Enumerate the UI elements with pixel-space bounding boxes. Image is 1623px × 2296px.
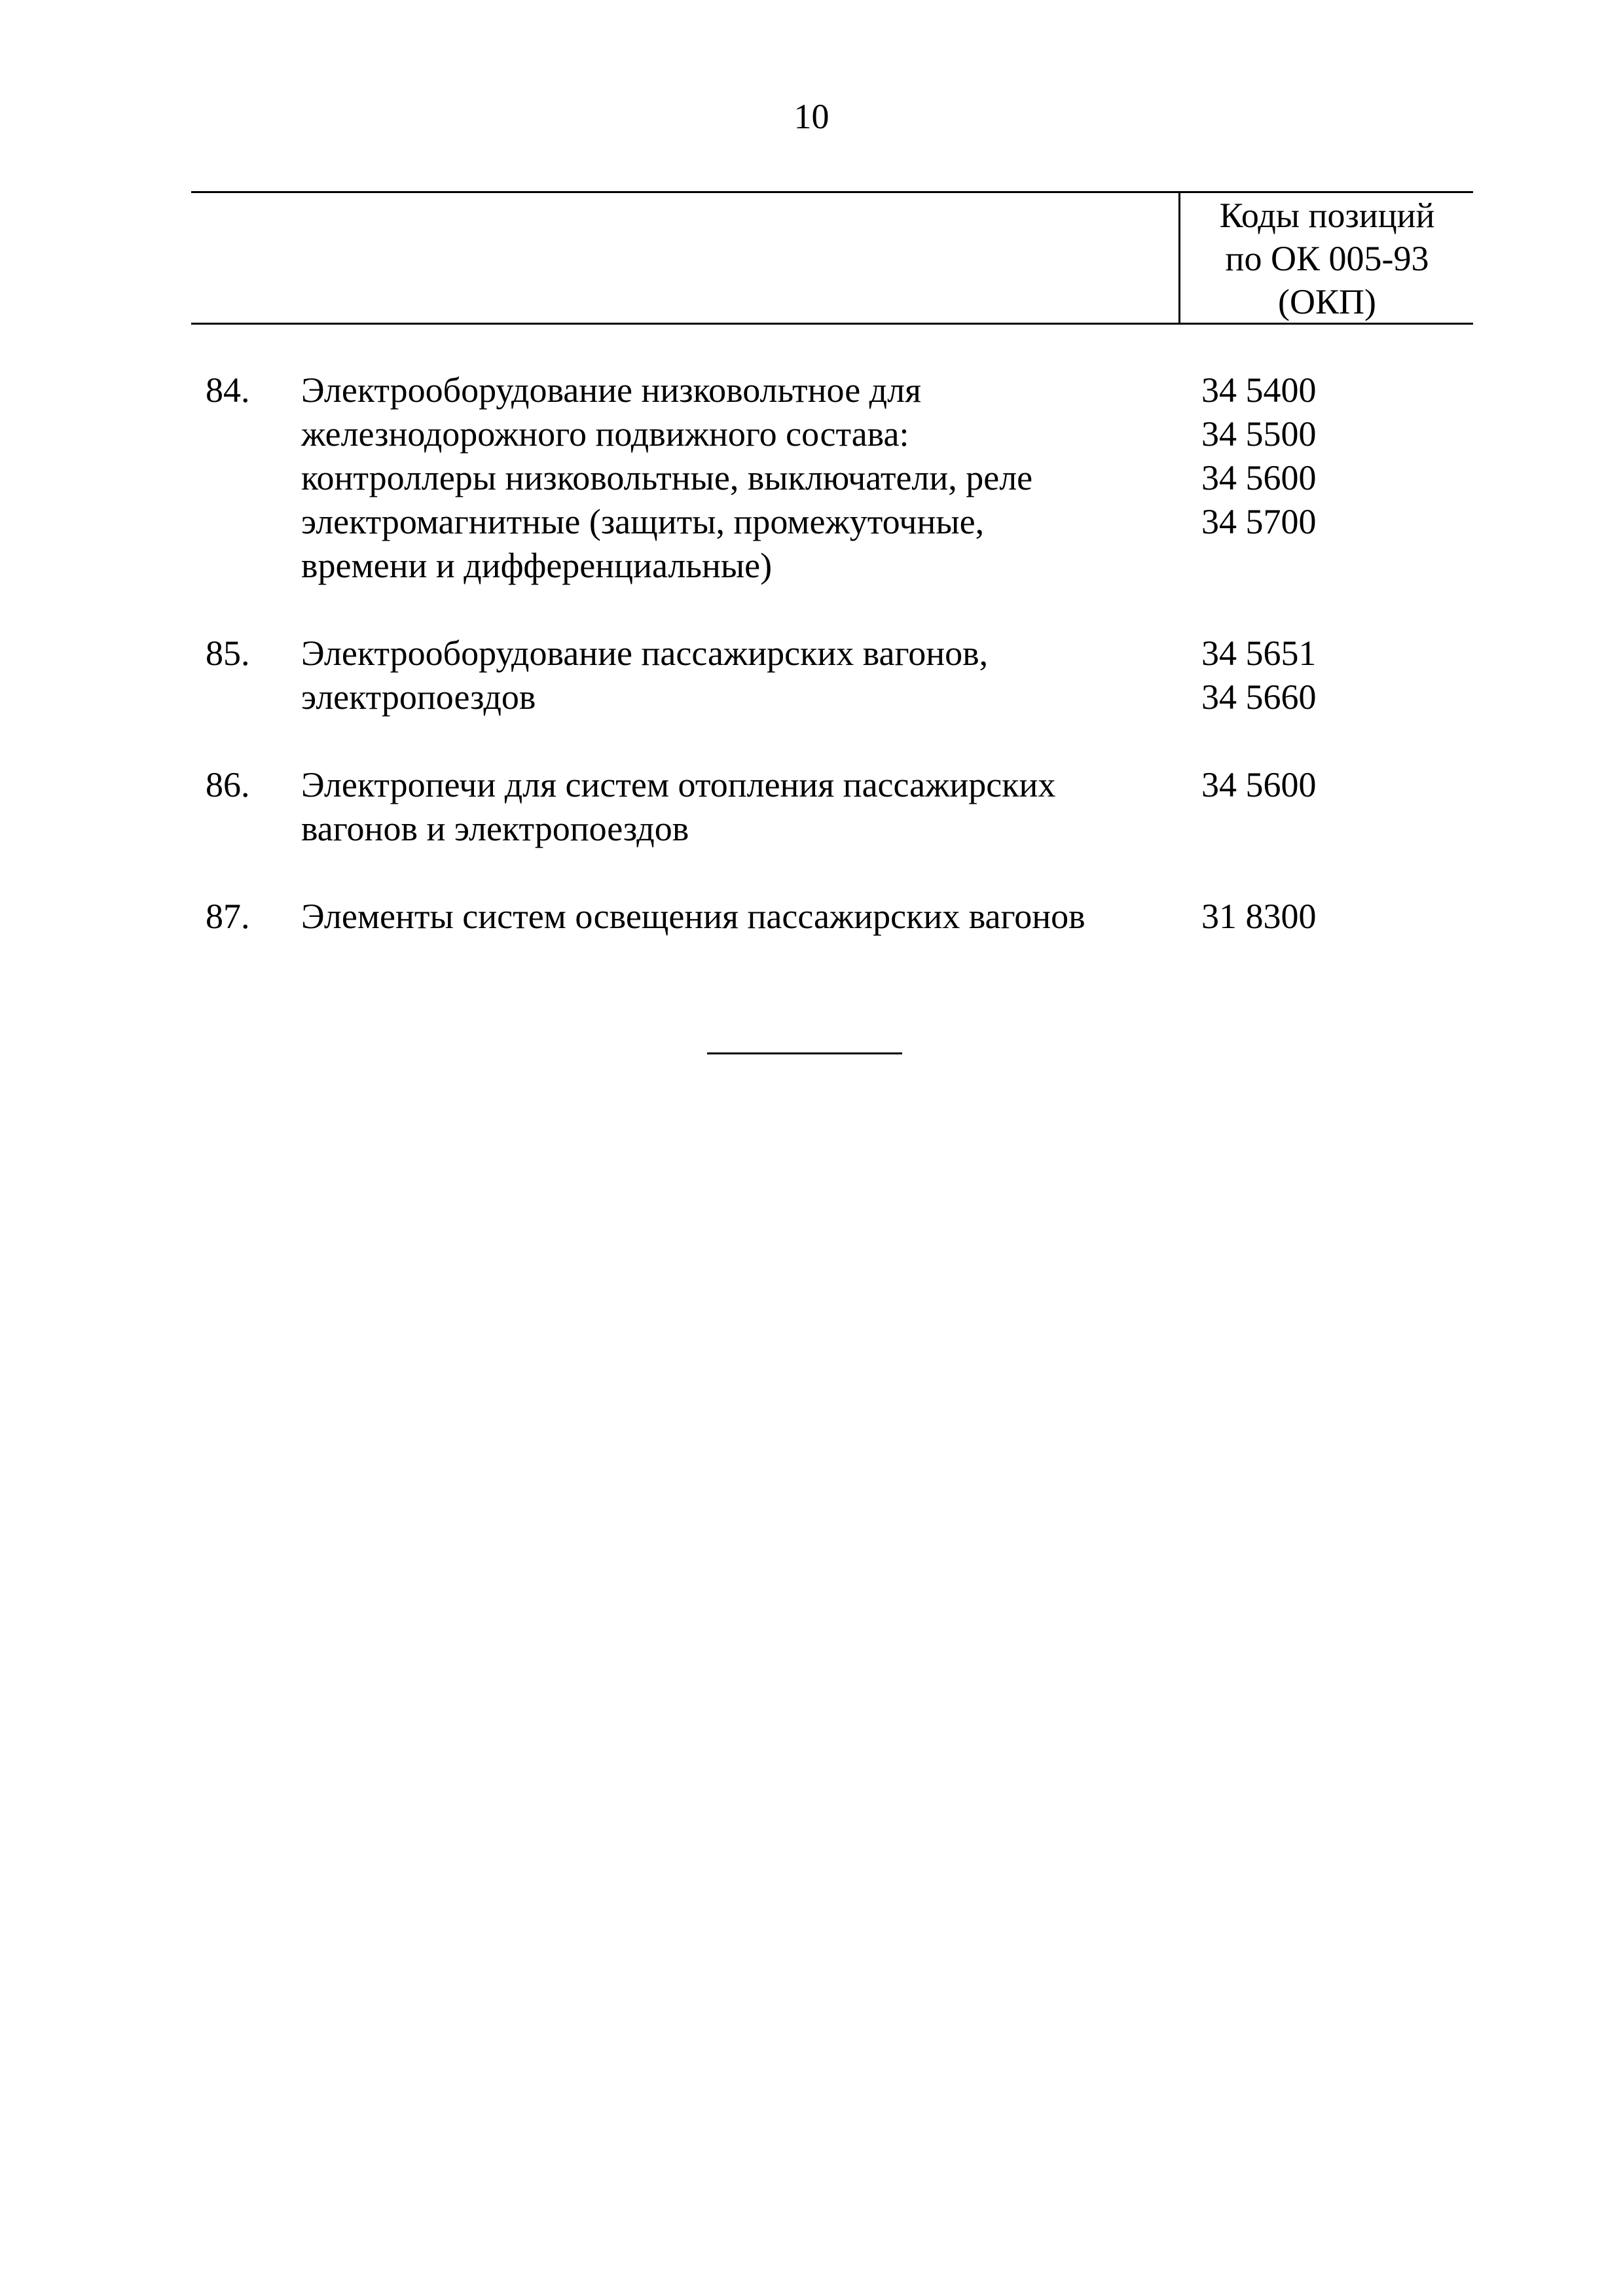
row-codes <box>1201 895 1317 939</box>
row-codes <box>1201 632 1317 719</box>
row-description-line: Электрооборудование низковольтное для <box>301 370 921 410</box>
table-row <box>0 632 1623 719</box>
row-code: 34 5700 <box>1201 502 1317 541</box>
row-description-line: Электропечи для систем отопления пассажирских <box>301 765 1056 804</box>
table-header-top-rule <box>191 191 1473 193</box>
row-code: 34 5600 <box>1201 458 1317 497</box>
row-description-line: Электрооборудование пассажирских вагонов, <box>301 634 989 673</box>
row-description-line: вагонов и электропоездов <box>301 809 689 848</box>
row-code: 34 5660 <box>1201 677 1317 717</box>
page-number: 10 <box>793 97 830 136</box>
row-number: 84. <box>206 370 250 410</box>
row-codes <box>1201 763 1317 807</box>
row-description-line: электропоездов <box>301 677 536 717</box>
table-header-codes <box>1181 194 1473 323</box>
row-description-line: железнодорожного подвижного состава: <box>301 414 909 454</box>
row-number: 85. <box>206 634 250 673</box>
table-header-codes-line: по ОК 005-93 <box>1225 239 1429 278</box>
table-header-codes-line: Коды позиций <box>1219 196 1435 235</box>
row-description <box>301 763 1178 851</box>
table-row <box>0 895 1623 939</box>
row-number: 87. <box>206 897 250 936</box>
row-code: 34 5600 <box>1201 765 1317 804</box>
row-code: 34 5651 <box>1201 634 1317 673</box>
table-header-column-divider <box>1178 191 1180 325</box>
row-description <box>301 632 1178 719</box>
row-number: 86. <box>206 765 250 804</box>
table-body <box>0 368 1623 982</box>
row-description-line: электромагнитные (защиты, промежуточные, <box>301 502 985 541</box>
end-of-document-rule <box>707 1052 902 1054</box>
row-codes <box>1201 368 1317 544</box>
row-code: 31 8300 <box>1201 897 1317 936</box>
table-row <box>0 763 1623 851</box>
row-code: 34 5400 <box>1201 370 1317 410</box>
table-header-codes-line: (ОКП) <box>1278 282 1376 321</box>
row-description <box>301 368 1178 588</box>
row-description-line: контроллеры низковольтные, выключатели, реле <box>301 458 1033 497</box>
row-description-line: Элементы систем освещения пассажирских вагонов <box>301 897 1085 936</box>
row-description-line: времени и дифференциальные) <box>301 546 773 585</box>
table-row <box>0 368 1623 588</box>
row-code: 34 5500 <box>1201 414 1317 454</box>
row-description <box>301 895 1178 939</box>
table-header-bottom-rule <box>191 323 1473 325</box>
